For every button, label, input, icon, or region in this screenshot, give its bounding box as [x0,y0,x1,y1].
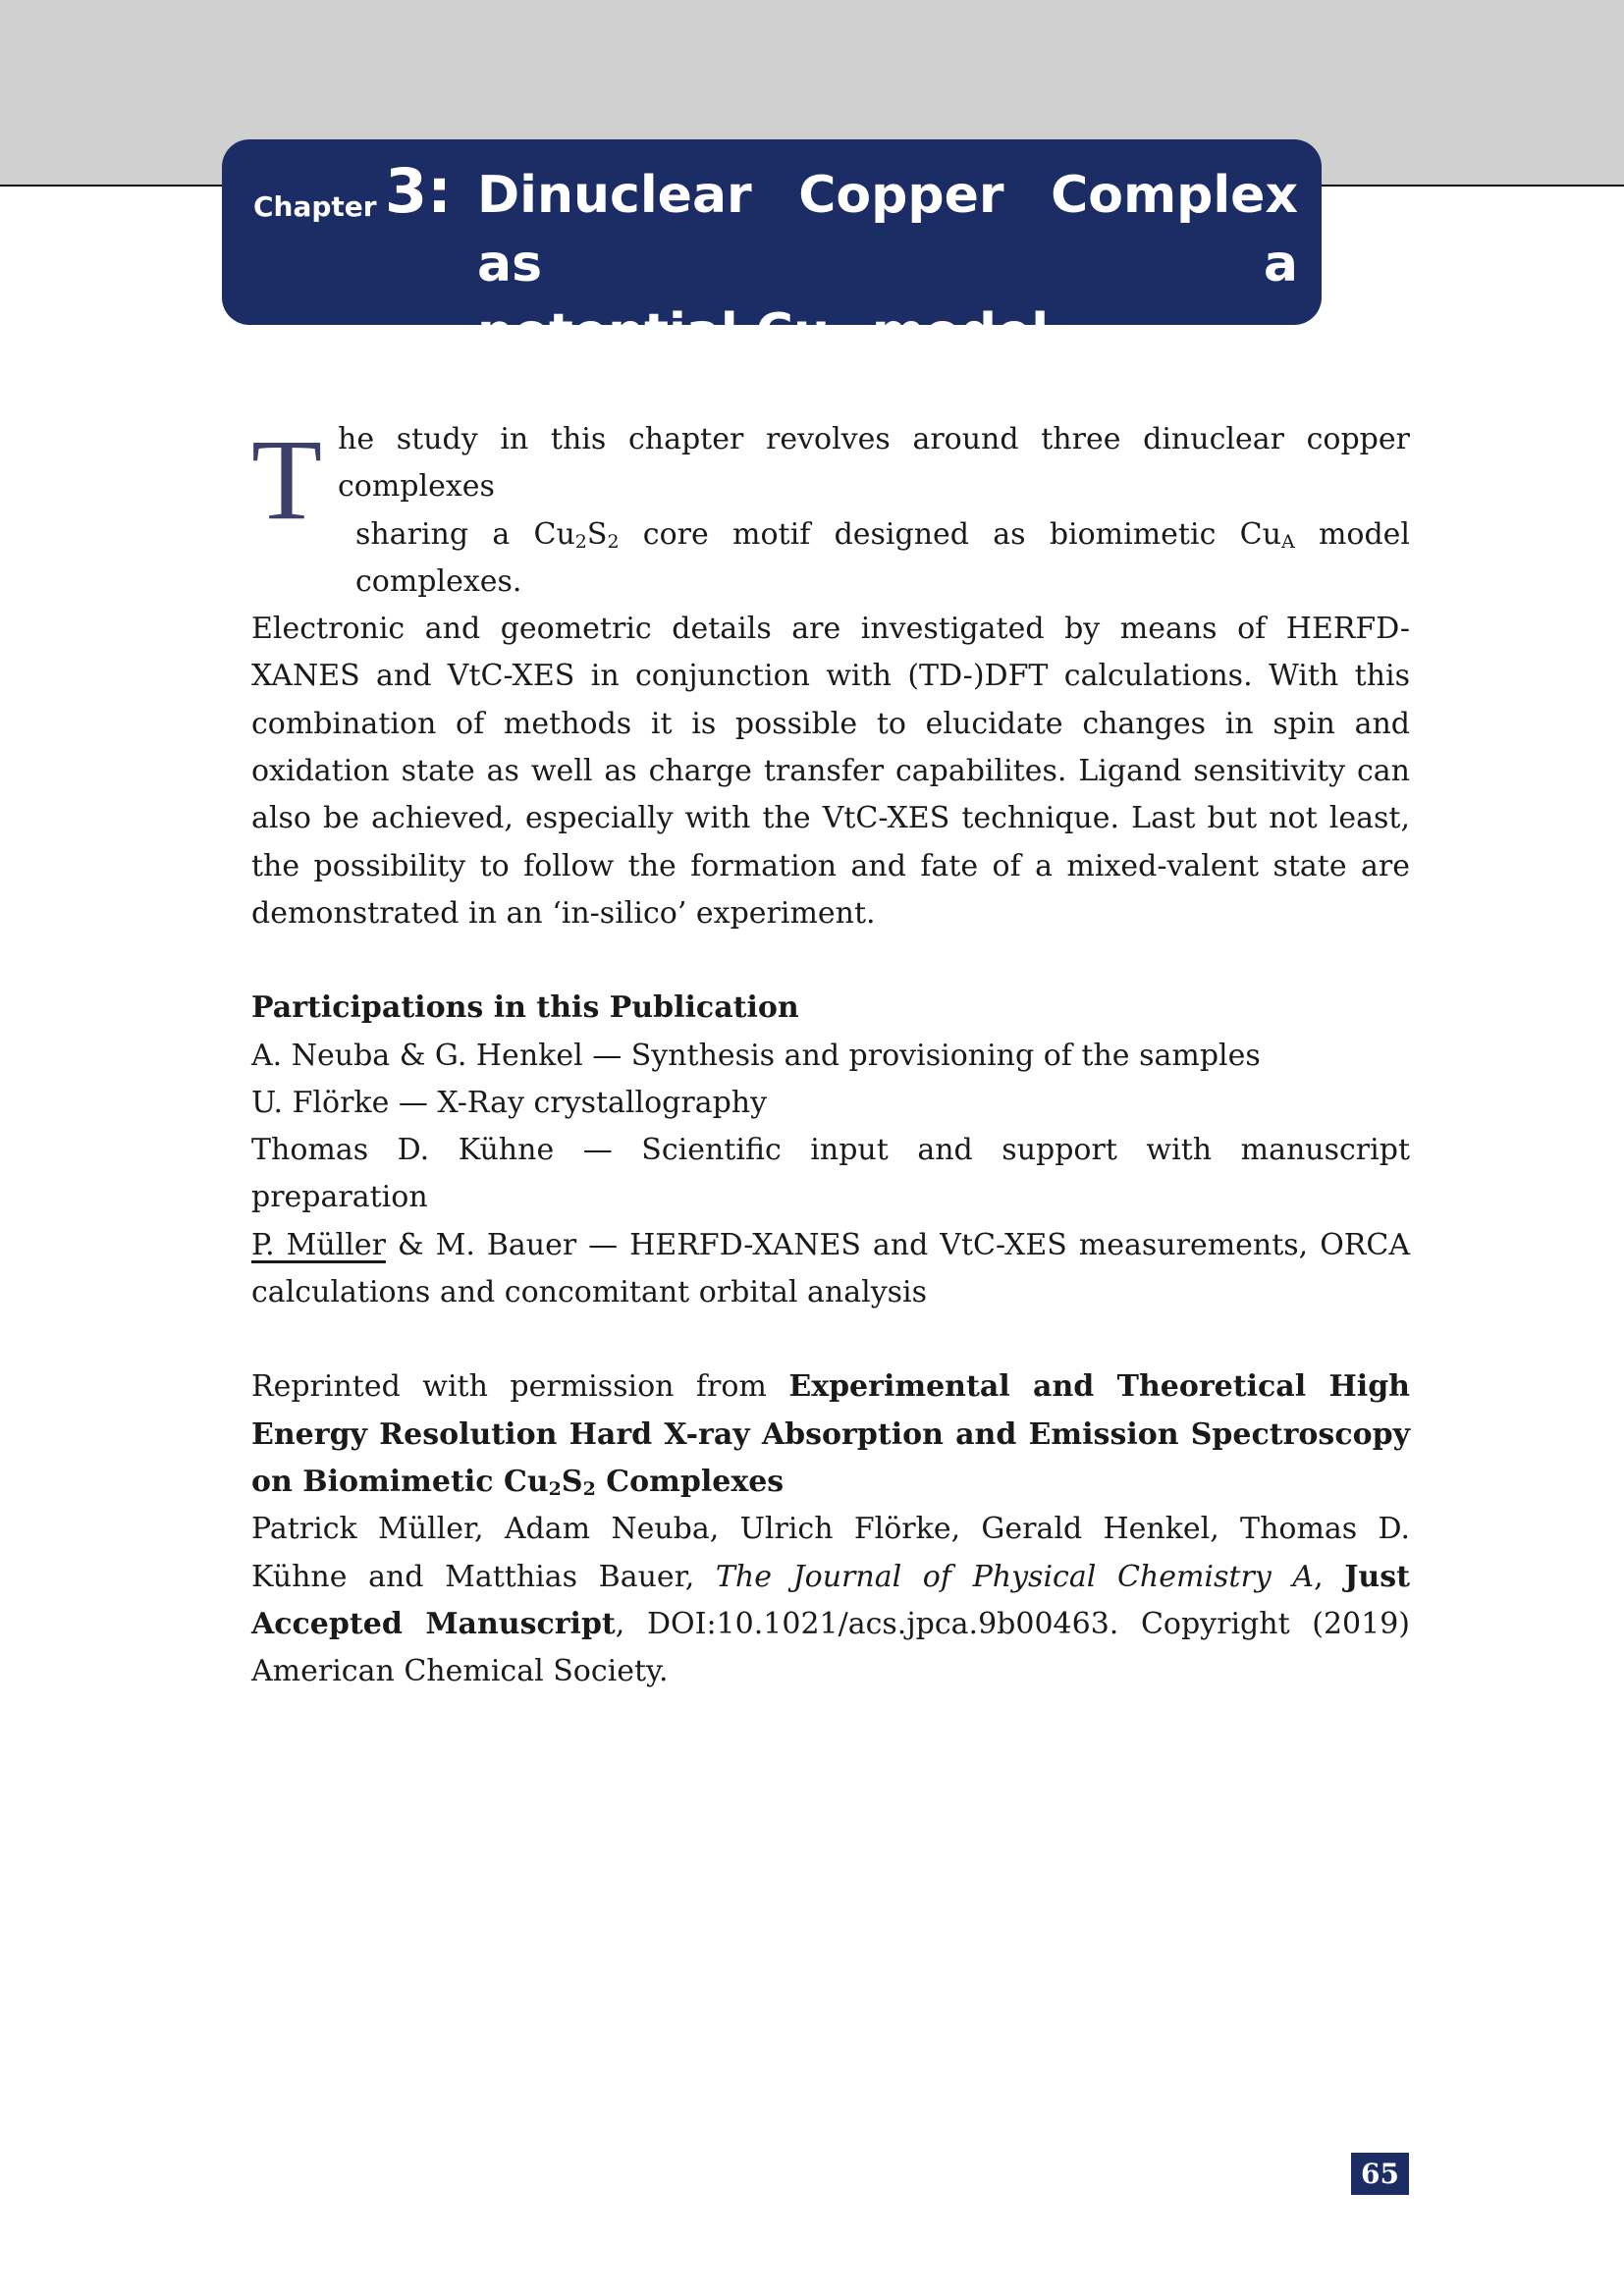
journal-name: The Journal of Physical Chemistry A [715,1559,1315,1594]
chapter-label: Chapter [253,190,377,223]
participation-item: A. Neuba & G. Henkel — Synthesis and provisioning of the samples [251,1038,1261,1073]
reprint-title-block: Reprinted with permission from Experimental and Theoretical High Energy Resolution Hard X-ray Absorption and Emission Spectroscopy on Biomimetic $Cu_2S_2$ Complexes [251,1369,1410,1500]
participation-item: U. Flörke — X-Ray crystallography [251,1085,768,1120]
intro-paragraph [251,416,1410,937]
intro-line-1: he study in this chapter revolves around three dinuclear copper complexes [338,422,1410,505]
reprint-article-title: Experimental and Theoretical High Energy Resolution Hard X-ray Absorption and Emission Spectroscopy on Biomimetic $Cu_2S_2$ Complexes [251,1369,1410,1500]
participations-heading: Participations in this Publication [251,990,799,1026]
author-underlined: P. Müller [251,1227,386,1262]
reprint-citation: Patrick Müller, Adam Neuba, Ulrich Flörke, Gerald Henkel, Thomas D. Kühne and Matthias Bauer, The Journal of Physical Chemistry A, Just Accepted Manuscript, DOI:10.1021/acs.jpca.9b00463. Copyright (2019) American Chemical Society. [251,1512,1411,1689]
chapter-heading-box [222,139,1322,365]
drop-cap: T [251,415,323,544]
chapter-title-line2: potential $Cu_A$ model [477,303,1050,365]
chapter-title [477,161,1298,367]
chapter-number: 3: [385,155,452,227]
intro-line-2: sharing a $Cu_2S_2$ core motif designed as biomimetic $Cu_A$ model complexes. [355,516,1411,599]
manuscript-status: Just Accepted Manuscript [251,1559,1410,1641]
reprint-section [251,1363,1410,1695]
page-number: 65 [1351,2153,1409,2195]
chapter-title-line1: Dinuclear Copper Complex as a [477,166,1298,294]
participations-section [251,985,1410,1316]
intro-body: Electronic and geometric details are investigated by means of HERFD-XANES and VtC-XES in conjunction with (TD-)DFT calculations. With this combination of methods it is possible to elucidate changes in spin and oxidation state as well as charge transfer capabilites. Ligand sensitivity can also be achieved, especially with the VtC-XES technique. Last but not least, the possibility to follow the formation and fate of a mixed-valent state are demonstrated in an ‘in-silico’ experiment. [251,612,1410,931]
chapter-content [251,416,1410,1695]
participation-item-last: P. Müller & M. Bauer — HERFD-XANES and VtC-XES measurements, ORCA calculations and concomitant orbital analysis [251,1227,1410,1310]
participation-item: Thomas D. Kühne — Scientific input and support with manuscript preparation [251,1133,1410,1215]
